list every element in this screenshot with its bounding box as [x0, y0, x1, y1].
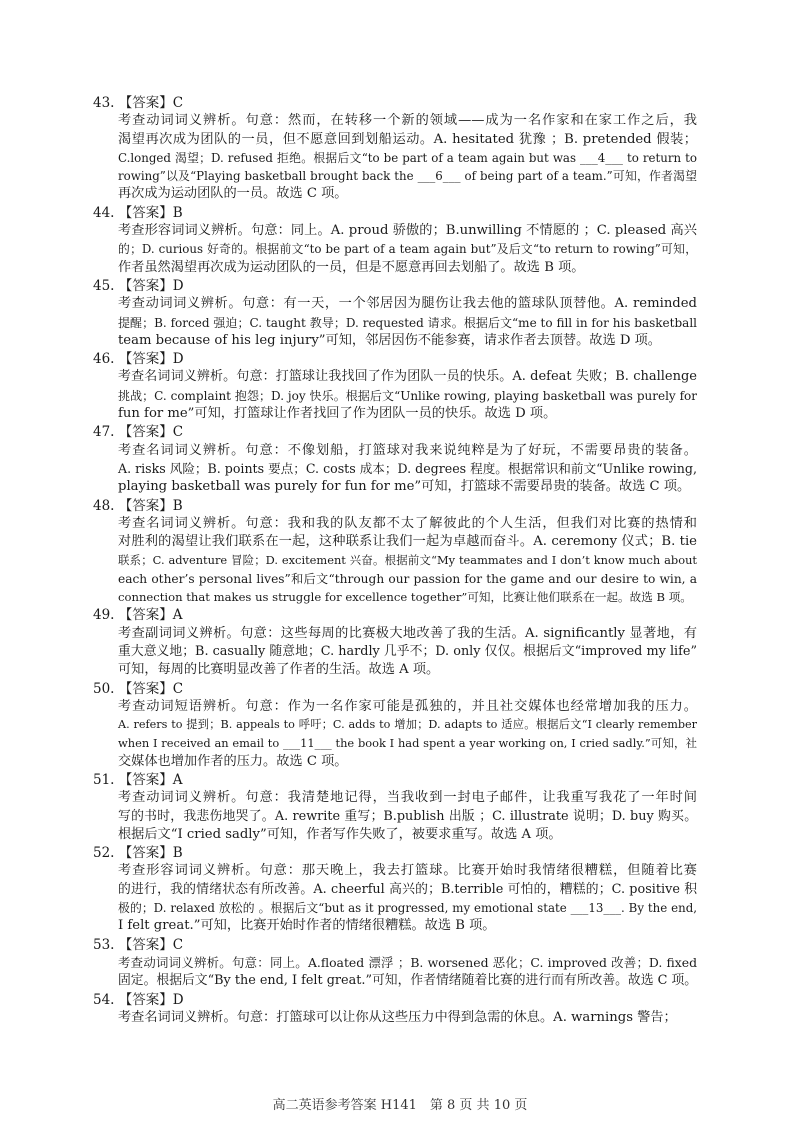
answer-heading — [93, 423, 697, 441]
explanation-line: 可知，每周的比赛明显改善了作者的生活。故选 A 项。 — [118, 662, 440, 678]
question-number: 46. — [93, 351, 115, 368]
answer-item — [93, 423, 697, 496]
answer-label: 【答案】A — [118, 607, 183, 624]
answer-heading — [93, 771, 697, 789]
answer-item — [93, 350, 697, 423]
explanation-line: 再次成为运动团队的一员。故选 C 项。 — [118, 186, 348, 202]
explanation-line: connection that makes us struggle for excellence together”可知，比赛让他们联系在一起。故选 B 项。 — [118, 590, 692, 605]
answer-heading — [93, 497, 697, 515]
answer-label: 【答案】C — [118, 680, 184, 697]
answer-item — [93, 606, 697, 679]
explanation-line: when I received an email to ___11___ the book I had spent a year working on, I cried sadly.”可知，社 — [118, 736, 697, 751]
answer-label: 【答案】C — [118, 424, 184, 441]
question-number: 47. — [93, 424, 115, 441]
explanation-line: 考查动词词义辨析。句意：然而，在转移一个新的领域——成为一名作家和在家工作之后，我 — [118, 113, 697, 129]
explanation-line: 极的；D. relaxed 放松的 。根据后文“but as it progressed, my emotional state ___13___. By the end, — [118, 901, 697, 916]
explanation-line: 固定。根据后文“By the end, I felt great.”可知，作者情绪随着比赛的进行而有所改善。故选 C 项。 — [118, 973, 697, 989]
explanation-line: 考查动词词义辨析。句意：有一天，一个邻居因为腿伤让我去他的篮球队顶替他。A. reminded — [118, 296, 697, 312]
explanation-line: 渴望再次成为团队的一员，但不愿意回到划船运动。A. hesitated 犹豫 ；B. pretended 假装； — [118, 131, 697, 147]
explanation-line: 考查形容词词义辨析。句意：同上。A. proud 骄傲的；B.unwilling 不情愿的 ；C. pleased 高兴 — [118, 223, 697, 239]
answer-label: 【答案】D — [118, 277, 184, 294]
answer-label: 【答案】A — [118, 771, 183, 788]
explanation-line: 考查名词词义辨析。句意：我和我的队友都不太了解彼此的个人生活，但我们对比赛的热情和 — [118, 515, 697, 531]
explanation-line: 对胜利的渴望让我们联系在一起，这种联系让我们一起为卓越而奋斗。A. ceremony 仪式；B. tie — [118, 534, 697, 550]
explanation-line: 的；D. curious 好奇的。根据前文“to be part of a team again but”及后文“to return to rowing”可知， — [118, 242, 697, 257]
answer-item — [93, 936, 697, 991]
answer-item — [93, 844, 697, 935]
explanation-line: 的进行，我的情绪状态有所改善。A. cheerful 高兴的；B.terrible 可怕的，糟糕的；C. positive 积 — [118, 881, 697, 897]
answer-item — [93, 680, 697, 771]
answer-item — [93, 204, 697, 277]
explanation-line: 考查副词词义辨析。句意：这些每周的比赛极大地改善了我的生活。A. significantly 显著地，有 — [118, 625, 697, 641]
answer-label: 【答案】C — [118, 95, 184, 111]
answer-heading — [93, 936, 697, 954]
question-number: 48. — [93, 497, 115, 514]
question-number: 52. — [93, 845, 115, 862]
question-number: 50. — [93, 680, 115, 697]
explanation-line: 作者虽然渴望再次成为运动团队的一员，但是不愿意再回去划船了。故选 B 项。 — [118, 259, 585, 275]
answer-item — [93, 991, 697, 1028]
answer-label: 【答案】B — [118, 497, 183, 514]
explanation-line: 写的书时，我悲伤地哭了。A. rewrite 重写；B.publish 出版 ；C. illustrate 说明；D. buy 购买。 — [118, 808, 697, 824]
explanation-line: 考查动词词义辨析。句意：同上。A.floated 漂浮 ；B. worsened 恶化；C. improved 改善；D. fixed — [118, 954, 697, 970]
answer-heading — [93, 204, 697, 222]
page-footer: 高二英语参考答案 H141 第 8 页 共 10 页 — [272, 1098, 528, 1113]
explanation-line: 考查名词词义辨析。句意：不像划船，打篮球对我来说纯粹是为了好玩，不需要昂贵的装备。 — [118, 442, 697, 458]
answer-item — [93, 94, 697, 204]
answer-heading — [93, 991, 697, 1009]
explanation-line: 交媒体也增加作者的压力。故选 C 项。 — [118, 753, 348, 769]
explanation-line: 考查名词词义辨析。句意：打篮球可以让你从这些压力中得到急需的休息。A. warnings 警告； — [118, 1009, 677, 1025]
explanation-line: 挑战；C. complaint 抱怨；D. joy 快乐。根据后文“Unlike rowing, playing basketball was purely for — [118, 388, 697, 403]
explanation-line: 提醒；B. forced 强迫；C. taught 教导；D. requested 请求。根据后文“me to fill in for his basketball — [118, 315, 697, 330]
answer-label: 【答案】D — [118, 991, 184, 1008]
explanation-line: 考查动词词义辨析。句意：我清楚地记得，当我收到一封电子邮件，让我重写我花了一年时间 — [118, 790, 697, 806]
answer-label: 【答案】C — [118, 936, 184, 953]
explanation-line: 考查动词短语辨析。句意：作为一名作家可能是孤独的，并且社交媒体也经常增加我的压力。 — [118, 698, 697, 714]
explanation-line: A. risks 风险；B. points 要点；C. costs 成本；D. degrees 程度。根据常识和前文“Unlike rowing, — [118, 460, 697, 476]
question-number: 45. — [93, 277, 115, 294]
question-number: 53. — [93, 936, 115, 953]
explanation-line: fun for me”可知，打篮球让作者找回了作为团队一员的快乐。故选 D 项。 — [118, 406, 557, 422]
explanation-line: 考查名词词义辨析。句意：打篮球让我找回了作为团队一员的快乐。A. defeat 失败；B. challenge — [118, 369, 697, 385]
answer-item — [93, 771, 697, 844]
answer-heading — [93, 680, 697, 698]
question-number: 51. — [93, 771, 115, 788]
answer-label: 【答案】D — [118, 351, 184, 368]
explanation-line: 重大意义地；B. casually 随意地；C. hardly 几乎不；D. only 仅仅。根据后文“improved my life” — [118, 643, 697, 659]
answer-label: 【答案】B — [118, 204, 183, 221]
explanation-line: playing basketball was purely for fun for me”可知，打篮球不需要昂贵的装备。故选 C 项。 — [118, 479, 691, 495]
explanation-line: I felt great.”可知，比赛开始时作者的情绪很糟糕。故选 B 项。 — [118, 918, 496, 934]
explanation-line: A. refers to 提到；B. appeals to 呼吁；C. adds to 增加；D. adapts to 适应。根据后文“I clearly remember — [118, 718, 697, 732]
question-number: 43. — [93, 95, 115, 111]
answer-item — [93, 277, 697, 350]
question-number: 49. — [93, 607, 115, 624]
answer-heading — [93, 277, 697, 295]
question-number: 54. — [93, 991, 115, 1008]
explanation-line: C.longed 渴望；D. refused 拒绝。根据后文“to be part of a team again but was ___4___ to return to — [118, 150, 697, 165]
answer-heading — [93, 94, 697, 112]
answer-heading — [93, 606, 697, 624]
explanation-line: 考查形容词词义辨析。句意：那天晚上，我去打篮球。比赛开始时我情绪很糟糕，但随着比赛 — [118, 863, 697, 879]
answer-heading — [93, 844, 697, 862]
answer-label: 【答案】B — [118, 845, 183, 862]
answer-list — [93, 94, 697, 1027]
explanation-line: 根据后文“I cried sadly”可知，作者写作失败了，被要求重写。故选 A 项。 — [118, 826, 562, 842]
question-number: 44. — [93, 204, 115, 221]
answer-heading — [93, 350, 697, 368]
answer-item — [93, 497, 697, 607]
explanation-line: each other’s personal lives”和后文“through our passion for the game and our desire to win, a — [118, 571, 697, 586]
explanation-line: 联系；C. adventure 冒险；D. excitement 兴奋。根据前文“My teammates and I don’t know much about — [118, 553, 697, 568]
explanation-line: team because of his leg injury”可知，邻居因伤不能参赛，请求作者去顶替。故选 D 项。 — [118, 332, 661, 348]
explanation-line: rowing”以及“Playing basketball brought back the ___6___ of being part of a team.”可知，作者渴望 — [118, 169, 697, 184]
